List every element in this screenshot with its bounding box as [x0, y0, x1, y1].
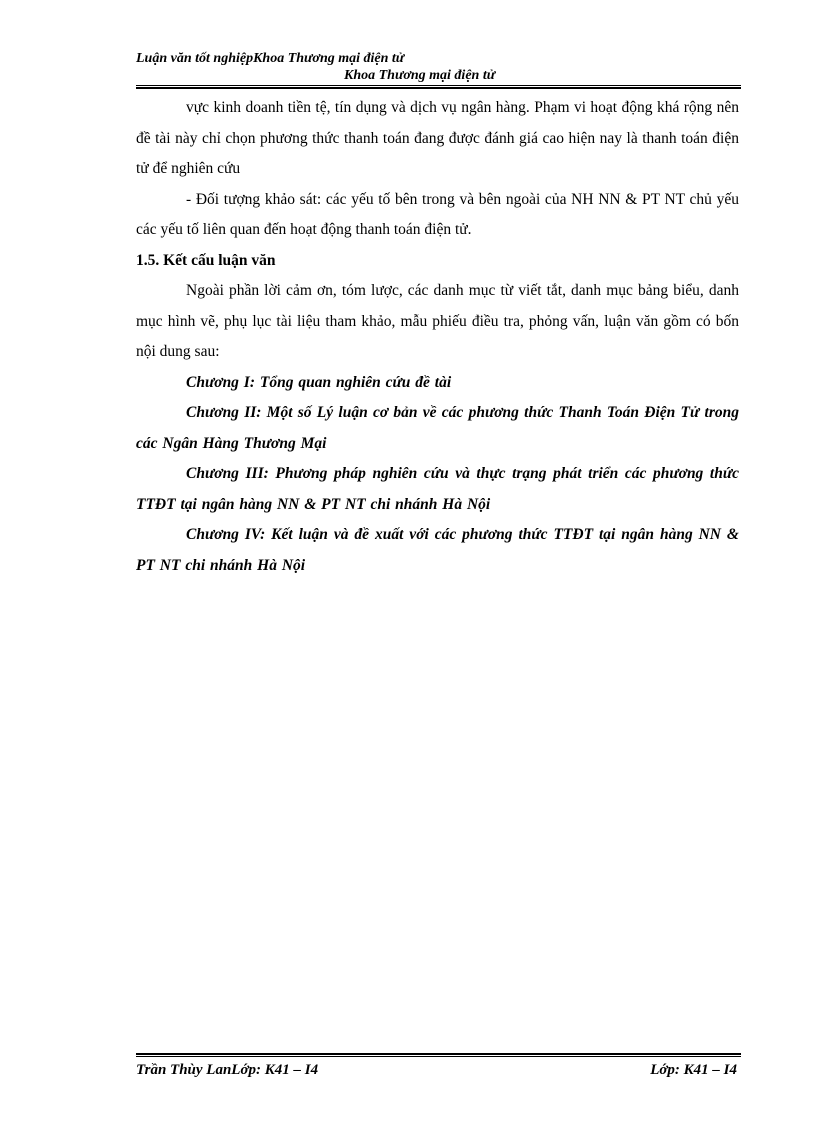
paragraph-structure: Ngoài phần lời cảm ơn, tóm lược, các danh mục từ viết tắt, danh mục bảng biểu, danh mục hình vẽ, phụ lục tài liệu tham khảo, mẫu phiếu điều tra, phỏng vấn, luận văn gồm có bốn nội dung sau:: [136, 282, 739, 360]
footer-author: Trần Thùy LanLớp: K41 – I4: [136, 1062, 319, 1078]
header-title: Luận văn tốt nghiệpKhoa Thương mại điện tử: [136, 51, 405, 66]
page-header: [136, 50, 741, 84]
header-subtitle: Khoa Thương mại điện tử: [344, 68, 496, 83]
footer-class: Lớp: K41 – I4: [650, 1062, 737, 1078]
chapter-item-2: Chương II: Một số Lý luận cơ bản về các phương thức Thanh Toán Điện Tử trong các Ngân Hàng Thương Mại: [136, 404, 739, 452]
paragraph-scope: vực kinh doanh tiền tệ, tín dụng và dịch vụ ngân hàng. Phạm vi hoạt động khá rộng nên đề tài này chỉ chọn phương thức thanh toán đang được đánh giá cao hiện nay là thanh toán điện tử để nghiên cứu: [136, 99, 739, 177]
chapter-item-4: Chương IV: Kết luận và đề xuất với các phương thức TTĐT tại ngân hàng NN & PT NT chi nhánh Hà Nội: [136, 526, 739, 574]
chapter-item-1: Chương I: Tổng quan nghiên cứu đề tài: [186, 373, 452, 391]
header-divider: [136, 85, 741, 89]
paragraph-survey-object: - Đối tượng khảo sát: các yếu tố bên trong và bên ngoài của NH NN & PT NT chủ yếu các yếu tố liên quan đến hoạt động thanh toán điện tử.: [136, 190, 739, 238]
page-body: [136, 93, 739, 581]
section-heading: 1.5. Kết cấu luận văn: [136, 251, 276, 269]
chapter-item-3: Chương III: Phương pháp nghiên cứu và thực trạng phát triển các phương thức TTĐT tại ngân hàng NN & PT NT chi nhánh Hà Nội: [136, 465, 739, 513]
footer-divider: [136, 1053, 741, 1057]
